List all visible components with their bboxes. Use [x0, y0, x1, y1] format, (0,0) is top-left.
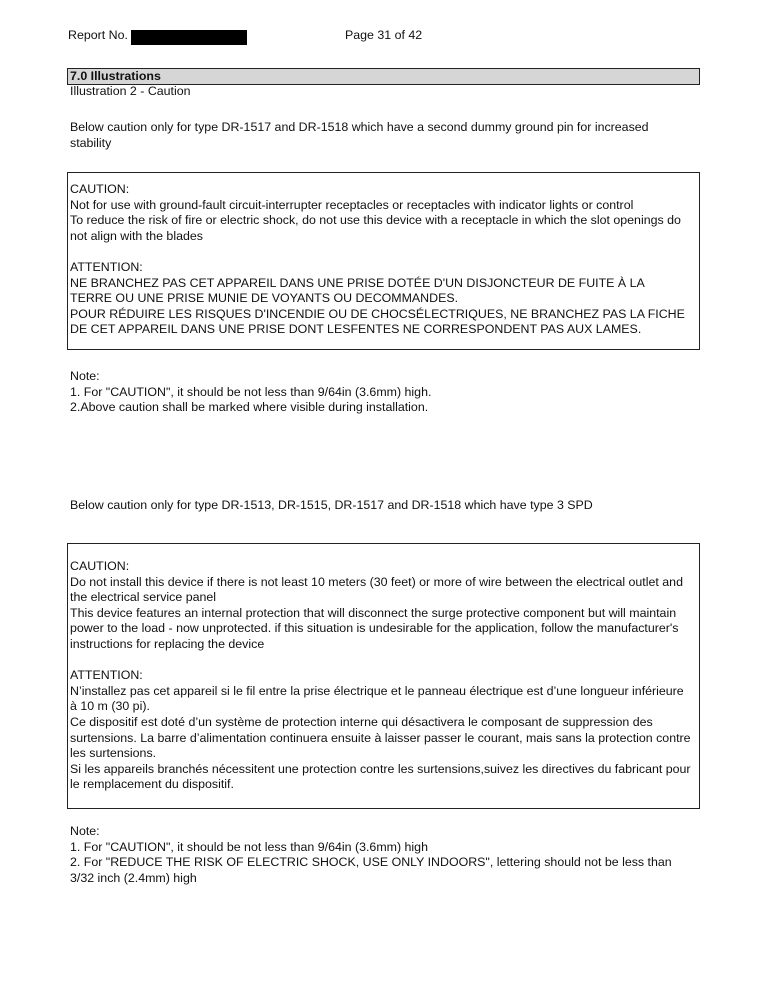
intro-paragraph-1: [70, 120, 649, 151]
attention-line: le remplacement du dispositif.: [70, 777, 234, 792]
attention-line: Si les appareils branchés nécessitent une protection contre les surtensions,suivez les directives du fabricant pour: [70, 761, 691, 776]
report-number-label: Report No.: [68, 28, 128, 42]
attention-line: TERRE OU UNE PRISE MUNIE DE VOYANTS OU DECOMMANDES.: [70, 291, 459, 306]
attention-line: NE BRANCHEZ PAS CET APPAREIL DANS UNE PRISE DOTÉE D'UN DISJONCTEUR DE FUITE À LA: [70, 275, 645, 290]
attention-heading: ATTENTION:: [70, 668, 143, 683]
attention-line: N’installez pas cet appareil si le fil entre la prise électrique et le panneau électrique est d’une longueur inférieure: [70, 683, 684, 698]
caution-box-2-text: [70, 559, 691, 793]
note-block-1: [70, 369, 431, 416]
page-number: Page 31 of 42: [345, 28, 423, 42]
note-line: 1. For "CAUTION", it should be not less than 9/64in (3.6mm) high: [70, 839, 428, 854]
note-line: 2. For "REDUCE THE RISK OF ELECTRIC SHOCK, USE ONLY INDOORS", lettering should not be less than: [70, 855, 672, 870]
caution-line: power to the load - now unprotected. if this situation is undesirable for the application, follow the manufacturer's: [70, 621, 679, 636]
caution-line: Do not install this device if there is not least 10 meters (30 feet) or more of wire between the electrical outlet and: [70, 574, 683, 589]
note-line: 3/32 inch (2.4mm) high: [70, 870, 197, 885]
intro-line: Below caution only for type DR-1517 and DR-1518 which have a second dummy ground pin for increased: [70, 120, 649, 134]
attention-heading: ATTENTION:: [70, 259, 143, 274]
illustration-subtitle: Illustration 2 - Caution: [70, 84, 191, 98]
caution-line: This device features an internal protection that will disconnect the surge protective component but will maintain: [70, 605, 677, 620]
caution-line: To reduce the risk of fire or electric shock, do not use this device with a receptacle in which the slot openings do: [70, 213, 681, 228]
redacted-report-number: [131, 30, 247, 45]
caution-line: Not for use with ground-fault circuit-interrupter receptacles or receptacles with indicator lights or control: [70, 197, 634, 212]
attention-line: DE CET APPAREIL DANS UNE PRISE DONT LESFENTES NE CORRESPONDENT PAS AUX LAMES.: [70, 322, 642, 337]
caution-line: not align with the blades: [70, 228, 203, 243]
note-heading: Note:: [70, 369, 100, 383]
caution-heading: CAUTION:: [70, 182, 130, 196]
section-title: 7.0 Illustrations: [70, 69, 161, 83]
attention-line: POUR RÉDUIRE LES RISQUES D'INCENDIE OU DE CHOCSÉLECTRIQUES, NE BRANCHEZ PAS LA FICHE: [70, 306, 685, 321]
caution-box-1-text: [70, 182, 685, 338]
attention-line: surtensions. La barre d’alimentation continuera ensuite à laisser passer le courant, mais sans la protection contre: [70, 730, 691, 745]
caution-line: the electrical service panel: [70, 590, 217, 605]
note-block-2: [70, 824, 672, 886]
section-heading: [67, 68, 700, 85]
attention-line: à 10 m (30 pi).: [70, 699, 150, 714]
note-heading: Note:: [70, 824, 100, 838]
caution-line: instructions for replacing the device: [70, 636, 265, 651]
attention-line: Ce dispositif est doté d’un système de protection interne qui désactivera le composant de suppression des: [70, 714, 653, 729]
intro-paragraph-2: Below caution only for type DR-1513, DR-1515, DR-1517 and DR-1518 which have type 3 SPD: [70, 498, 593, 512]
attention-line: les surtensions.: [70, 746, 157, 761]
note-line: 1. For "CAUTION", it should be not less than 9/64in (3.6mm) high.: [70, 384, 432, 399]
note-line: 2.Above caution shall be marked where visible during installation.: [70, 400, 429, 415]
intro-line: stability: [70, 135, 112, 150]
caution-heading: CAUTION:: [70, 559, 130, 573]
